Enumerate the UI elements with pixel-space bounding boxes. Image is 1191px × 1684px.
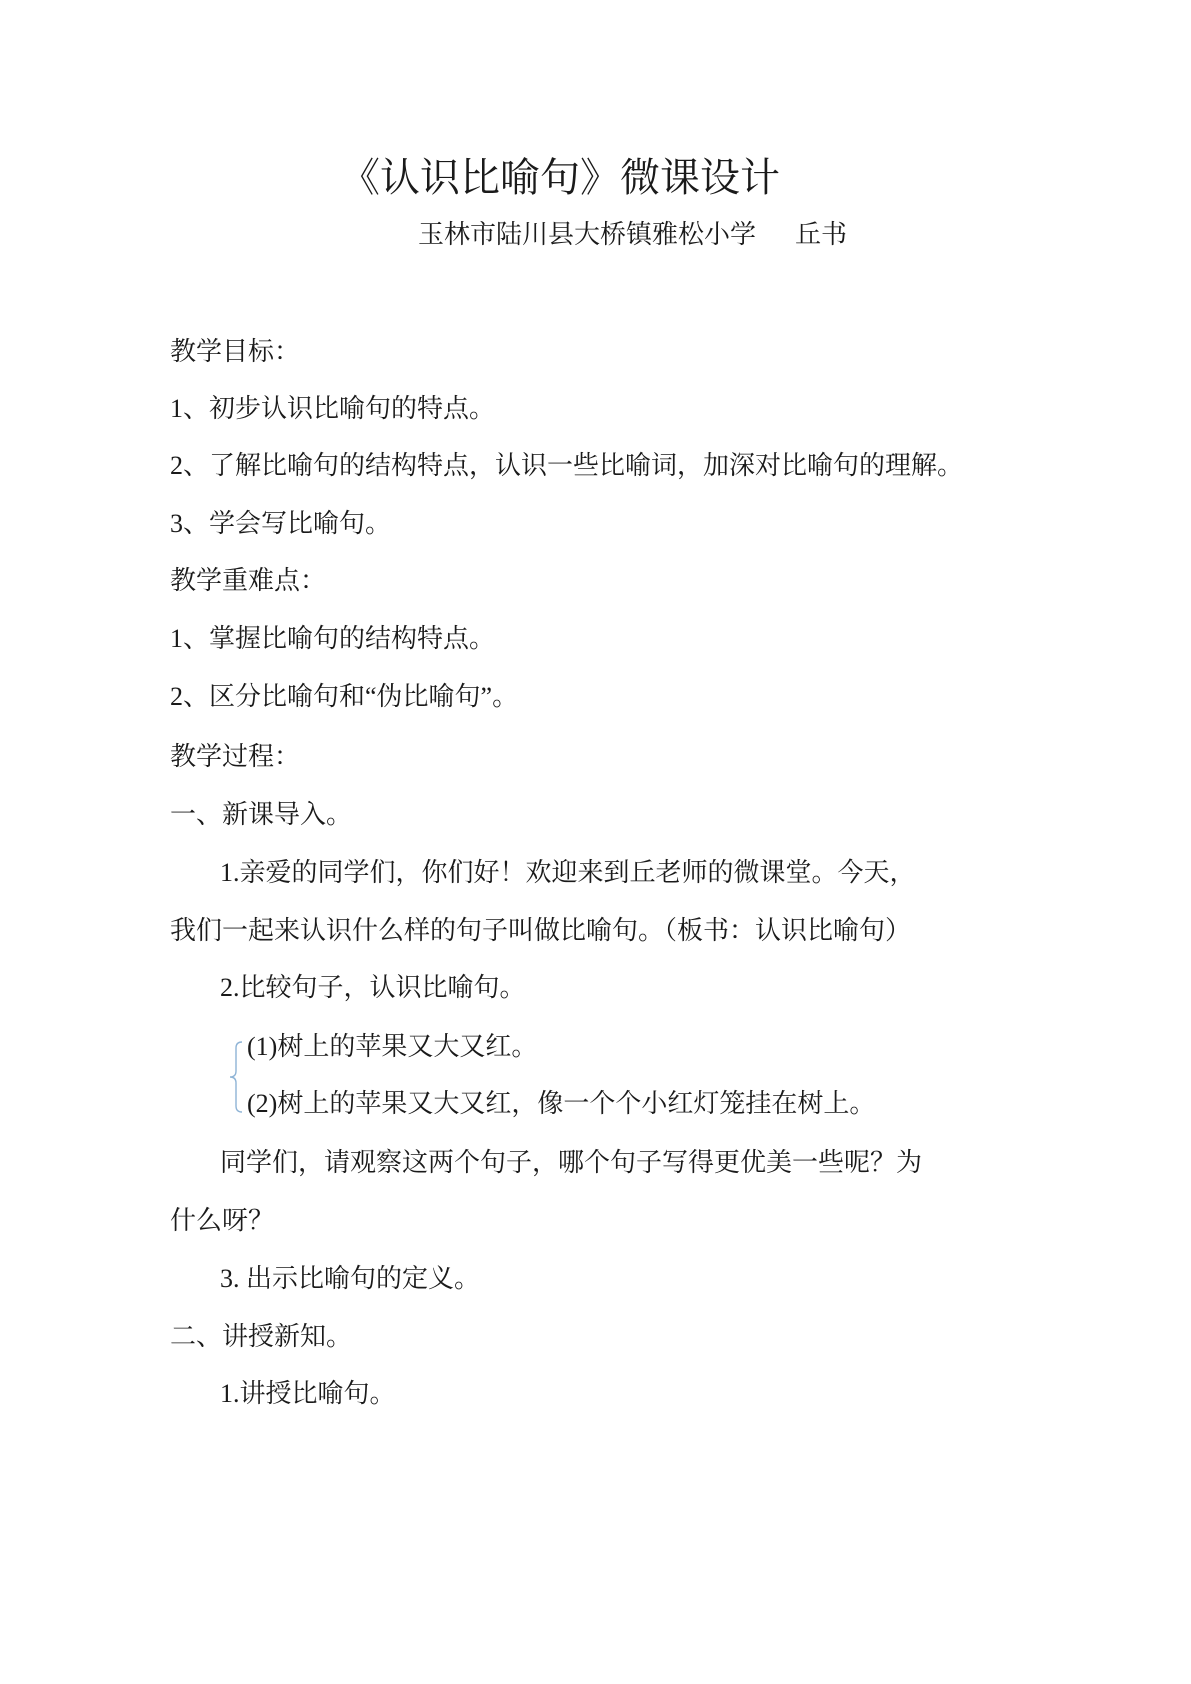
question-line: 同学们，请观察这两个句子，哪个句子写得更优美一些呢？为 [220,1148,923,1177]
example-sentence: (2)树上的苹果又大又红，像一个个小红灯笼挂在树上。 [247,1089,876,1118]
example-brace-icon [228,1040,244,1114]
part1-step3: 3. 出示比喻句的定义。 [220,1264,481,1293]
objective-item: 2、了解比喻句的结构特点，认识一些比喻词，加深对比喻句的理解。 [170,451,964,480]
part1-heading: 一、新课导入。 [170,800,353,829]
objectives-heading: 教学目标： [170,337,301,366]
key-point-item: 1、掌握比喻句的结构特点。 [170,624,496,653]
part1-step2: 2.比较句子，认识比喻句。 [220,973,526,1002]
example-sentence: (1)树上的苹果又大又红。 [247,1032,538,1061]
question-line: 什么呀？ [170,1206,275,1235]
objective-item: 3、学会写比喻句。 [170,509,392,538]
objective-item: 1、初步认识比喻句的特点。 [170,394,496,423]
key-points-heading: 教学重难点： [170,566,327,595]
document-title: 《认识比喻句》微课设计 [340,155,780,200]
key-point-item: 2、区分比喻句和“伪比喻句”。 [170,682,519,711]
author-name: 丘书 [795,220,848,249]
part1-step1-line: 1.亲爱的同学们，你们好！欢迎来到丘老师的微课堂。今天， [220,858,916,887]
school-name: 玉林市陆川县大桥镇雅松小学 [418,220,757,249]
part1-step1-line: 我们一起来认识什么样的句子叫做比喻句。（板书：认识比喻句） [170,916,912,945]
part2-heading: 二、讲授新知。 [170,1322,353,1351]
process-heading: 教学过程： [170,742,301,771]
part2-step1: 1.讲授比喻句。 [220,1379,396,1408]
